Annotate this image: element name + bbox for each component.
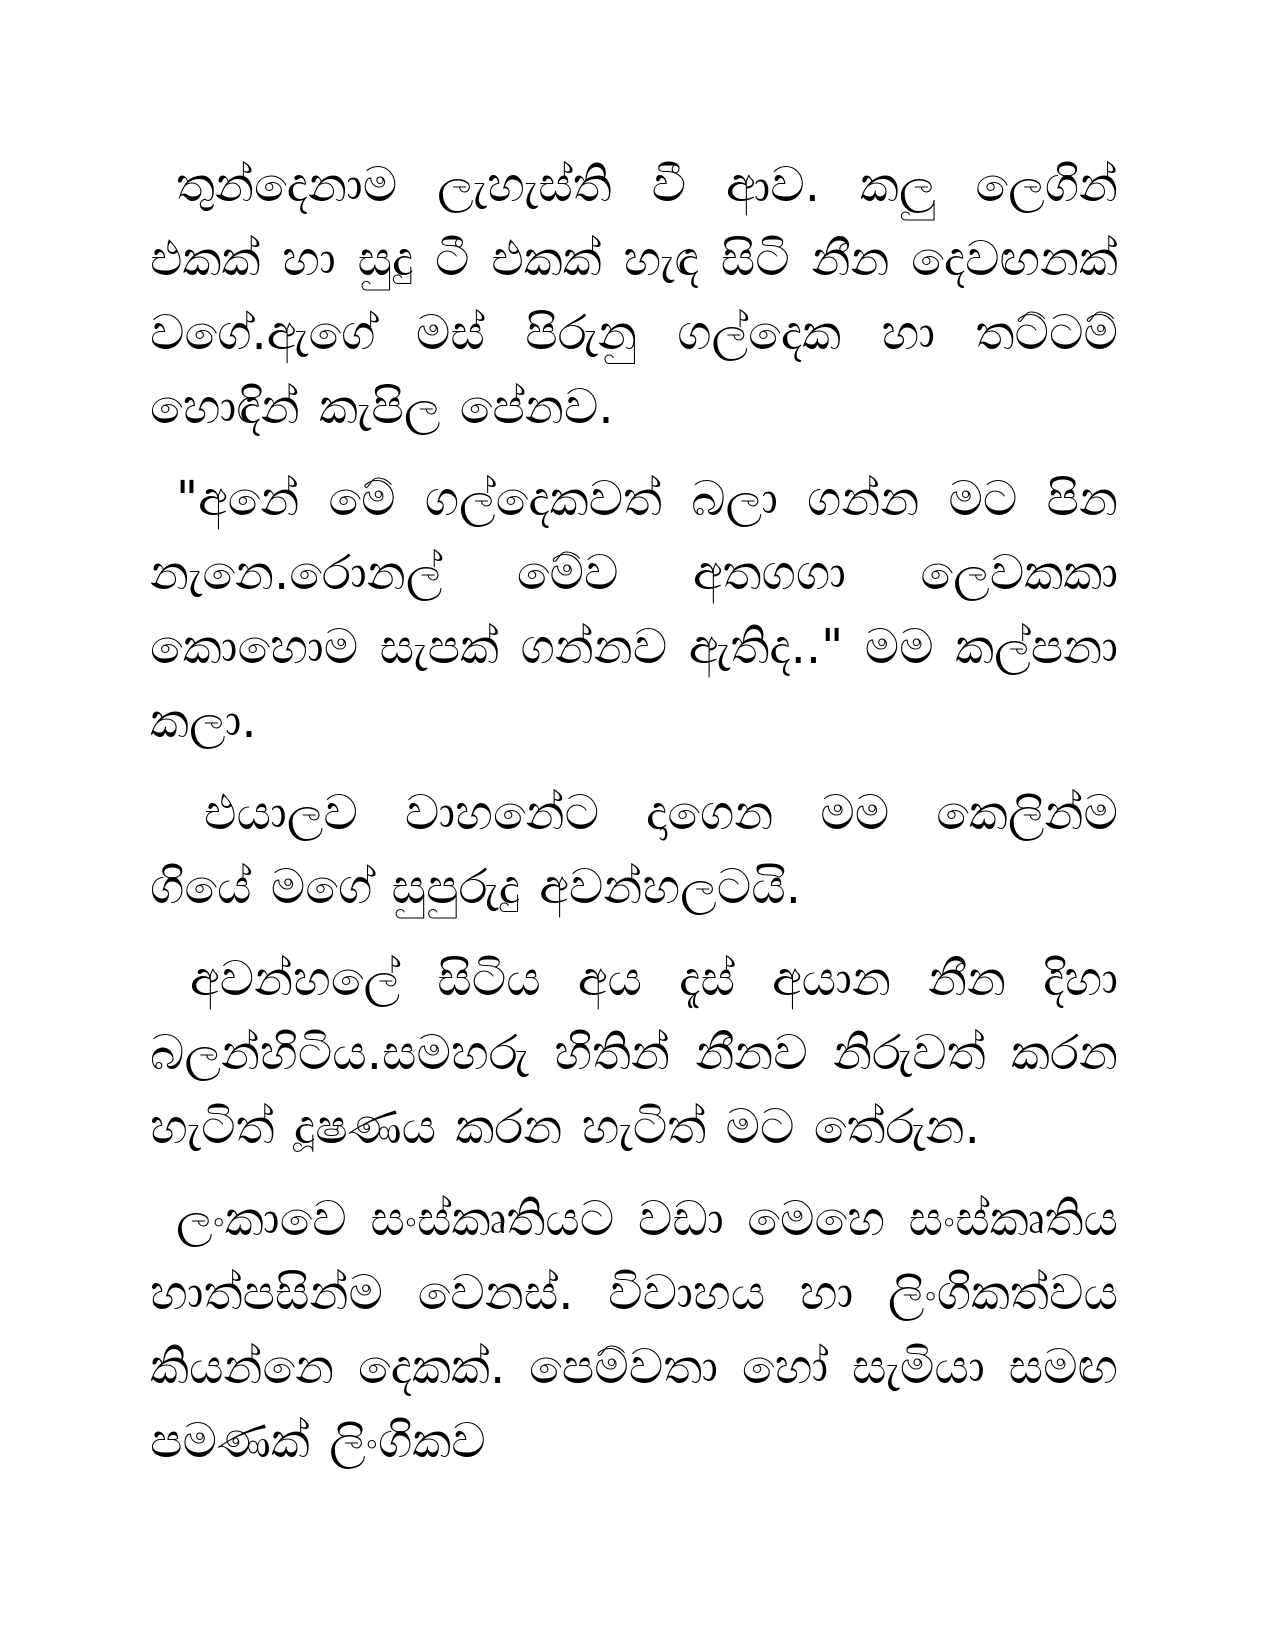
paragraph-4: අවන්හලේ සිටිය අය දැස් අයාන නීන දිහා බලන්හිටිය.සමහරු හිතින් නීනව නිරුවත් කරන හැටිත් දූෂණය කරන හැටිත් මට තේරුන. bbox=[150, 951, 1118, 1155]
paragraph-5: ලංකාවෙ සංස්කෘතියට වඩා මෙහෙ සංස්කෘතිය හාත්පසින්ම වෙනස්. විවාහය හා ලිංගිකත්වය කියන්නෙ දෙකක්. පෙම්වතා හෝ සැමියා සමඟ පමණක් ලිංගිකව bbox=[150, 1191, 1118, 1469]
paragraph-1: තුන්දෙනාම ලැහැස්ති වී ආව. කලු ලෙගින් එකක් හා සුදු ටී එකක් හැඳ සිටි නීන දෙවඟනක් වගේ.ඇගේ මස් පිරුනු ගල්දෙක හා තට්ටම් හොඳින් කැපිල පේනව. bbox=[150, 157, 1118, 435]
paragraph-2: "අනේ මේ ගල්දෙකවත් බලා ගන්න මට පින නැනෙ.රොනල් මේව අතගගා ලෙවකකා කොහොම සැපක් ගන්නව ඇතිද.." මම කල්පනා කලා. bbox=[150, 471, 1118, 749]
body-text bbox=[150, 148, 1118, 1496]
paragraph-3: එයාලව වාහනේට දාගෙන මම කෙලින්ම ගියේ මගේ සුපුරුදු අවන්හලටයි. bbox=[150, 785, 1118, 915]
